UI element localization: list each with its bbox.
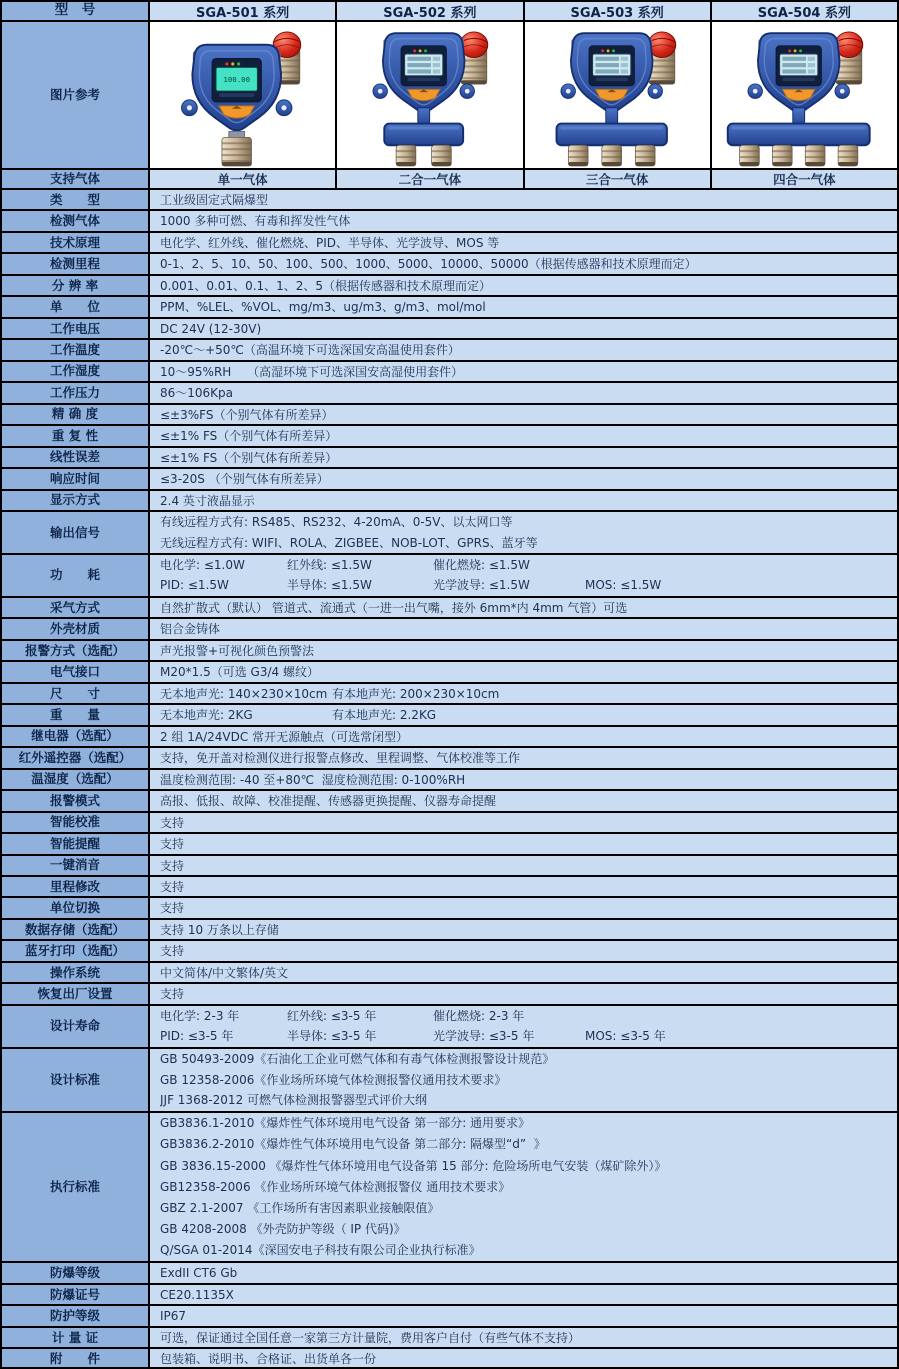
spec-row-value: ≤3-20S （个别气体有所差异） [160, 472, 329, 487]
spec-row [2, 684, 897, 705]
supported-gas-sga-502: 二合一气体 [337, 170, 524, 188]
spec-row-value: ExdII CT6 Gb [160, 1266, 238, 1281]
spec-row-value: 无本地声光: 140×230×10cm 有本地声光: 200×230×10cm [160, 686, 500, 701]
spec-row-label: 防护等级 [2, 1306, 150, 1325]
gas-detector-illustration [337, 23, 522, 167]
spec-row-value: 自然扩散式（默认） 管道式、流通式（一进一出气嘴，接外 6mm*内 4mm 气管）可选 [160, 600, 628, 615]
spec-row-label: 重 量 [2, 705, 150, 724]
spec-row [2, 662, 897, 683]
spec-row [2, 1113, 897, 1263]
spec-row-value: 工业级固定式隔爆型 [160, 193, 269, 207]
spec-rows-container [2, 190, 897, 1369]
spec-row-label: 输出信号 [2, 512, 150, 553]
supported-gas-row [2, 170, 897, 190]
spec-row [2, 1306, 897, 1327]
spec-row-label: 蓝牙打印（选配） [2, 941, 150, 960]
spec-row-label: 执行标准 [2, 1113, 150, 1261]
spec-row-label: 功 耗 [2, 555, 150, 596]
spec-row [2, 254, 897, 275]
spec-row-value: 电化学: 2-3 年 红外线: ≤3-5 年 催化燃烧: 2-3 年 PID: ≤3-5 年 半导体: ≤3-5 年 光学波导: ≤3-5 年 MOS: ≤3-5 年 [160, 1008, 666, 1044]
spec-row [2, 1263, 897, 1284]
spec-row [2, 963, 897, 984]
spec-row-value: M20*1.5（可选 G3/4 螺纹） [160, 665, 319, 680]
spec-row-label: 电气接口 [2, 662, 150, 681]
spec-row-value: CE20.1135X [160, 1287, 234, 1302]
spec-row-label: 重 复 性 [2, 426, 150, 445]
spec-row-label: 报警模式 [2, 791, 150, 810]
spec-row-label: 单 位 [2, 297, 150, 316]
spec-row-value: ≤±3%FS（个别气体有所差异） [160, 407, 334, 422]
spec-row-value: 中文简体/中文繁体/英文 [160, 965, 289, 980]
spec-row-label: 工作温度 [2, 340, 150, 359]
spec-row-value: ≤±1% FS（个别气体有所差异） [160, 450, 338, 465]
spec-row [2, 641, 897, 662]
spec-row-value: DC 24V (12-30V) [160, 321, 262, 336]
spec-row-value: 铝合金铸体 [160, 622, 221, 637]
spec-row-label: 工作电压 [2, 319, 150, 338]
spec-row-label: 外壳材质 [2, 619, 150, 638]
spec-row-label: 操作系统 [2, 963, 150, 982]
spec-row-label: 里程修改 [2, 877, 150, 896]
spec-row-value: 高报、低报、故障、校准提醒、传感器更换提醒、仪器寿命提醒 [160, 794, 497, 809]
spec-row [2, 598, 897, 619]
spec-row-label: 分 辨 率 [2, 276, 150, 295]
spec-row-value: 可选，保证通过全国任意一家第三方计量院，费用客户自付（有些气体不支持） [160, 1330, 581, 1345]
gas-detector-illustration [150, 23, 335, 167]
spec-row-label: 工作湿度 [2, 362, 150, 381]
model-header-sga-503: SGA-503 系列 [525, 2, 712, 20]
spec-row-label: 智能提醒 [2, 834, 150, 853]
spec-row-value: 电化学、红外线、催化燃烧、PID、半导体、光学波导、MOS 等 [160, 235, 500, 250]
spec-row [2, 448, 897, 469]
spec-row [2, 276, 897, 297]
supported-gas-sga-504: 四合一气体 [773, 172, 836, 187]
spec-row [2, 190, 897, 211]
product-image-sga-504 [712, 22, 897, 168]
spec-row-value: 1000 多种可燃、有毒和挥发性气体 [160, 214, 351, 229]
spec-row-label: 红外遥控器（选配） [2, 748, 150, 767]
spec-row [2, 297, 897, 318]
spec-row [2, 469, 897, 490]
spec-row-label: 检测气体 [2, 211, 150, 230]
spec-row-value: 10～95%RH （高湿环境下可选深国安高湿使用套件） [160, 364, 464, 379]
spec-row-label: 智能校准 [2, 813, 150, 832]
spec-row [2, 705, 897, 726]
table-header-row [2, 2, 897, 22]
spec-row [2, 340, 897, 361]
spec-row [2, 877, 897, 898]
spec-row-value: 支持 [160, 987, 185, 1002]
svg-text:100.00: 100.00 [223, 75, 251, 85]
spec-row-value: 支持 10 万条以上存储 [160, 922, 279, 937]
spec-row [2, 211, 897, 232]
row-label-supported-gas: 支持气体 [2, 170, 150, 188]
spec-row [2, 619, 897, 640]
model-header-sga-504: SGA-504 系列 [757, 5, 851, 21]
product-image-sga-502 [337, 22, 524, 168]
spec-row-value: 支持 [160, 858, 185, 873]
spec-row [2, 319, 897, 340]
spec-row [2, 727, 897, 748]
spec-row [2, 941, 897, 962]
spec-row [2, 791, 897, 812]
spec-row-value: 电化学: ≤1.0W 红外线: ≤1.5W 催化燃烧: ≤1.5W PID: ≤1.5W 半导体: ≤1.5W 光学波导: ≤1.5W MOS: ≤1.5W [160, 557, 662, 593]
spec-row-label: 单位切换 [2, 898, 150, 917]
spec-row-label: 一键消音 [2, 856, 150, 875]
header-model-label: 型 号 [2, 2, 150, 20]
spec-row-value: 支持 [160, 815, 185, 830]
spec-row-value: 0.001、0.01、0.1、1、2、5（根据传感器和技术原理而定） [160, 278, 492, 293]
supported-gas-sga-501: 单一气体 [150, 170, 337, 188]
spec-row-value: 包装箱、说明书、合格证、出货单各一份 [160, 1352, 377, 1367]
spec-row [2, 426, 897, 447]
spec-row-label: 响应时间 [2, 469, 150, 488]
spec-row-label: 技术原理 [2, 233, 150, 252]
spec-row-label: 采气方式 [2, 598, 150, 617]
spec-row [2, 1328, 897, 1349]
spec-row-label: 线性误差 [2, 448, 150, 467]
spec-row-label: 数据存储（选配） [2, 920, 150, 939]
spec-row-label: 恢复出厂设置 [2, 984, 150, 1003]
model-header-sga-502: SGA-502 系列 [337, 2, 524, 20]
product-image-sga-501 [150, 22, 337, 168]
model-header-sga-501: SGA-501 系列 [150, 2, 337, 20]
spec-row-label: 检测里程 [2, 254, 150, 273]
spec-row-value: 有线远程方式有: RS485、RS232、4-20mA、0-5V、以太网口等 无线远程方式有: WIFI、ROLA、ZIGBEE、NOB-LOT、GPRS、蓝牙等 [160, 515, 538, 550]
spec-row [2, 405, 897, 426]
spec-row [2, 748, 897, 769]
spec-row-label: 防爆等级 [2, 1263, 150, 1282]
spec-row-value: 支持，免开盖对检测仪进行报警点修改、里程调整、气体校准等工作 [160, 751, 521, 766]
spec-row [2, 512, 897, 555]
supported-gas-sga-503: 三合一气体 [525, 170, 712, 188]
spec-row [2, 770, 897, 791]
spec-row-label: 类 型 [2, 190, 150, 209]
spec-row [2, 920, 897, 941]
spec-row-label: 防爆证号 [2, 1285, 150, 1304]
spec-row-value: 支持 [160, 944, 185, 959]
spec-row-value: 86～106Kpa [160, 386, 234, 401]
spec-row-value: IP67 [160, 1309, 187, 1324]
spec-row-label: 计 量 证 [2, 1328, 150, 1347]
spec-row [2, 233, 897, 254]
spec-row-value: 2 组 1A/24VDC 常开无源触点（可选常闭型） [160, 729, 409, 744]
spec-row-value: 支持 [160, 880, 185, 894]
spec-row-label: 附 件 [2, 1349, 150, 1368]
spec-row-label: 温湿度（选配） [2, 770, 150, 789]
spec-row-label: 继电器（选配） [2, 727, 150, 746]
product-image-sga-503 [525, 22, 712, 168]
spec-row-label: 显示方式 [2, 491, 150, 510]
spec-row-value: 2.4 英寸液晶显示 [160, 493, 255, 508]
spec-row-value: 无本地声光: 2KG 有本地声光: 2.2KG [160, 708, 437, 723]
spec-row-label: 设计标准 [2, 1049, 150, 1111]
spec-row [2, 362, 897, 383]
spec-row-label: 尺 寸 [2, 684, 150, 703]
spec-row-value: -20℃～+50℃（高温环境下可选深国安高温使用套件） [160, 343, 460, 358]
spec-row [2, 856, 897, 877]
spec-row-value: 0-1、2、5、10、50、100、500、1000、5000、10000、50000（根据传感器和技术原理而定） [160, 257, 697, 272]
spec-row-label: 工作压力 [2, 383, 150, 402]
spec-row-value: 支持 [160, 901, 185, 916]
spec-row [2, 834, 897, 855]
spec-row [2, 1006, 897, 1049]
spec-row [2, 813, 897, 834]
spec-row-value: GB 50493-2009《石油化工企业可燃气体和有毒气体检测报警设计规范》 GB 12358-2006《作业场所环境气体检测报警仪通用技术要求》 JJF 1368-2012 可燃气体检测报警器型式评价大纲 [160, 1051, 555, 1108]
spec-row-value: 温度检测范围: -40 至+80℃ 湿度检测范围: 0-100%RH [160, 772, 466, 787]
spec-row [2, 898, 897, 919]
spec-row [2, 1349, 897, 1369]
spec-row-label: 报警方式（选配） [2, 641, 150, 660]
spec-row-value: ≤±1% FS（个别气体有所差异） [160, 429, 338, 444]
spec-row [2, 383, 897, 404]
spec-row-label: 精 确 度 [2, 405, 150, 424]
spec-row [2, 984, 897, 1005]
gas-detector-illustration [525, 23, 710, 167]
spec-row [2, 555, 897, 598]
spec-row-value: PPM、%LEL、%VOL、mg/m3、ug/m3、g/m3、mol/mol [160, 300, 486, 315]
gas-detector-illustration [712, 23, 897, 167]
spec-row-label: 设计寿命 [2, 1006, 150, 1047]
spec-row-value: 支持 [160, 837, 185, 852]
row-label-image-reference: 图片参考 [2, 22, 150, 168]
spec-row-value: GB3836.1-2010《爆炸性气体环境用电气设备 第一部分: 通用要求》 GB3836.2-2010《爆炸性气体环境用电气设备 第二部分: 隔爆型“d” 》 GB 3836.15-2000 《爆炸性气体环境用电气设备第 15 部分: 危险场所电气安装（煤矿除外）》 GB12358-2006 《作业场所环境气体检测报警仪 通用技术要求》 GBZ 2.1-2007 《工作场所有害因素职业接触限值》 GB 4208-2008 《外壳防护等级（ IP 代码)》 Q/SGA 01-2014《深国安电子科技有限公司企业执行标准》 [160, 1116, 667, 1258]
spec-row [2, 1285, 897, 1306]
product-image-row [2, 22, 897, 170]
spec-row [2, 1049, 897, 1113]
spec-row [2, 491, 897, 512]
spec-row-value: 声光报警+可视化颜色预警法 [160, 643, 315, 658]
